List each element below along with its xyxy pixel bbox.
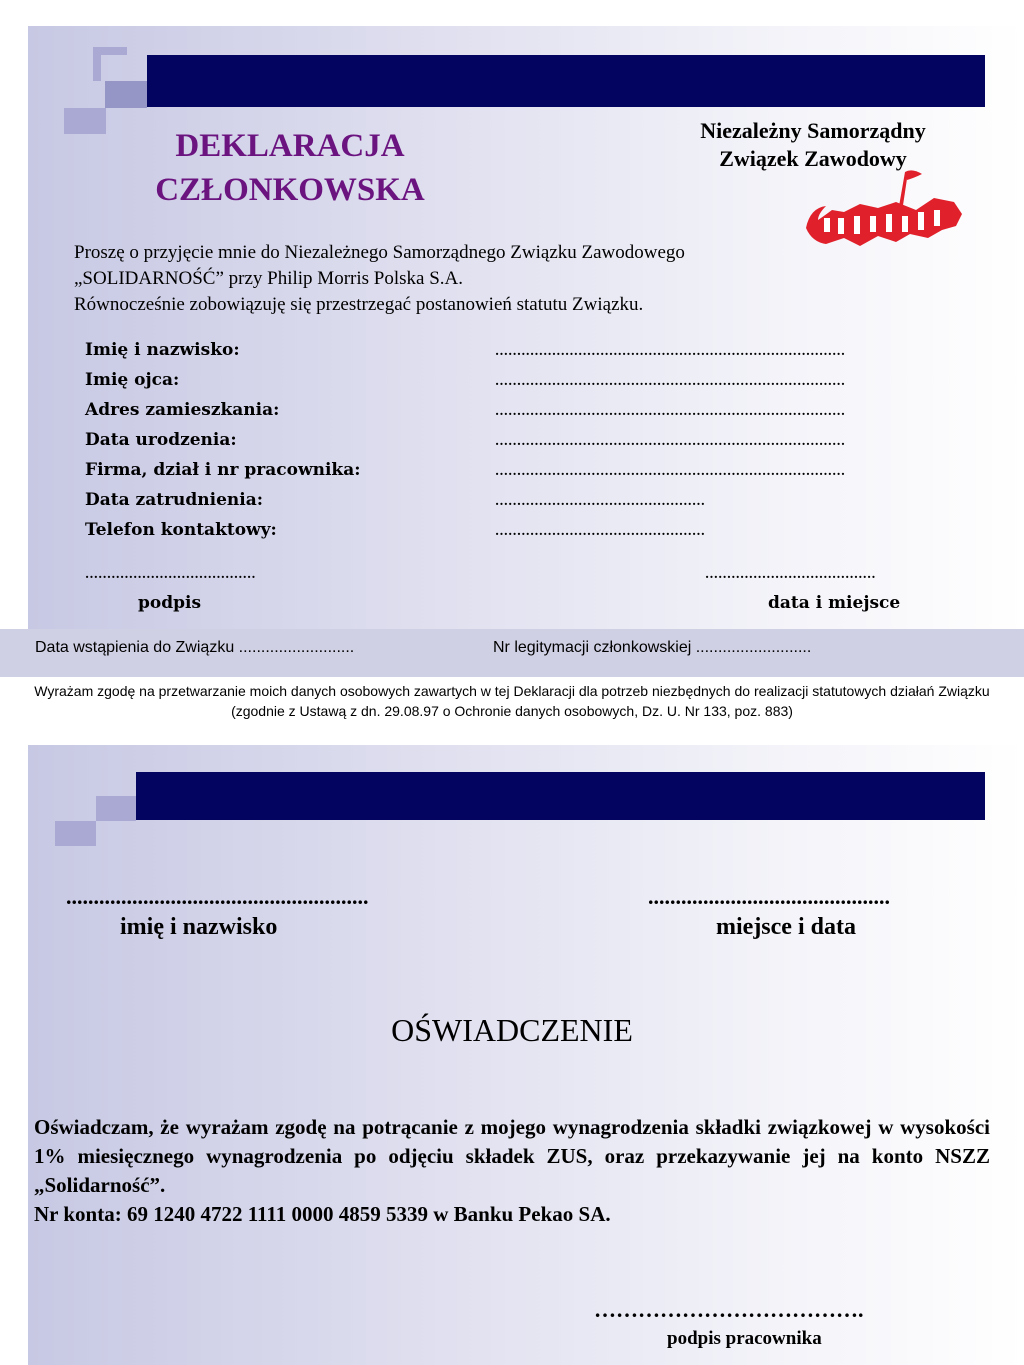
decor-square bbox=[105, 81, 147, 108]
join-date-field: Data wstąpienia do Związku .......................... bbox=[35, 639, 355, 656]
form-title bbox=[120, 124, 460, 212]
date-place-label: data i miejsce bbox=[768, 593, 901, 613]
field-blank-phone[interactable]: ................................................ bbox=[495, 524, 706, 538]
data-consent-text: Wyrażam zgodę na przetwarzanie moich danych osobowych zawartych w tej Deklaracji dla potrzeb niezbędnych do realizacji statutowych działań Związku (zgodnie z Ustawą z dn. 29.08.97 o Ochronie danych osobowych, Dz. U. Nr 133, poz. 883) bbox=[34, 683, 990, 719]
field-label-phone: Telefon kontaktowy: bbox=[85, 520, 277, 540]
place-date-blank[interactable]: ............................................ bbox=[648, 884, 890, 909]
field-blank-birth-date[interactable]: ................................................................................ bbox=[495, 434, 846, 448]
statement-heading: OŚWIADCZENIE bbox=[391, 1012, 633, 1048]
field-blank-employment-date[interactable]: ................................................ bbox=[495, 494, 706, 508]
intro-line3: Równocześnie zobowiązuję się przestrzegać postanowień statutu Związku. bbox=[74, 294, 644, 315]
membership-card-field: Nr legitymacji członkowskiej .......................... bbox=[493, 639, 812, 656]
field-label-address: Adres zamieszkania: bbox=[85, 400, 280, 420]
field-blank-address[interactable]: ................................................................................ bbox=[495, 404, 846, 418]
intro-line2: „SOLIDARNOŚĆ” przy Philip Morris Polska S.A. bbox=[74, 268, 463, 289]
signature-label: podpis bbox=[138, 593, 202, 613]
employee-signature-blank[interactable]: ………………………………. bbox=[594, 1297, 864, 1322]
header-bar bbox=[136, 772, 985, 820]
org-name bbox=[660, 117, 966, 173]
intro-line1: Proszę o przyjęcie mnie do Niezależnego Samorządnego Związku Zawodowego bbox=[74, 242, 685, 263]
decor-square bbox=[96, 796, 136, 821]
bank-account: Nr konta: 69 1240 4722 1111 0000 4859 5339 w Banku Pekao SA. bbox=[34, 1202, 611, 1226]
place-date-label: miejsce i data bbox=[716, 914, 856, 940]
decor-square bbox=[64, 108, 106, 134]
field-label-birth-date: Data urodzenia: bbox=[85, 430, 237, 450]
org-name-line2: Związek Zawodowy bbox=[719, 146, 907, 171]
form-title-line2: CZŁONKOWSKA bbox=[155, 172, 425, 208]
header-bar bbox=[147, 55, 985, 107]
statement-text: Oświadczam, że wyrażam zgodę na potrącanie z mojego wynagrodzenia składki związkowej w wysokości 1% miesięcznego wynagrodzenia po odjęciu składek ZUS, oraz przekazywanie jej na konto NSZZ „Solidarność”. bbox=[34, 1115, 990, 1197]
field-blank-company[interactable]: ................................................................................ bbox=[495, 464, 846, 478]
name-label: imię i nazwisko bbox=[120, 914, 278, 940]
signature-blank[interactable]: ....................................... bbox=[85, 567, 256, 581]
org-name-line1: Niezależny Samorządny bbox=[700, 118, 926, 143]
name-blank[interactable]: ....................................................... bbox=[66, 884, 369, 909]
form-title-line1: DEKLARACJA bbox=[175, 128, 405, 164]
field-label-employment-date: Data zatrudnienia: bbox=[85, 490, 264, 510]
field-label-father-name: Imię ojca: bbox=[85, 370, 180, 390]
date-place-blank[interactable]: ....................................... bbox=[705, 567, 876, 581]
decor-square bbox=[55, 821, 96, 846]
decor-square bbox=[93, 47, 101, 81]
field-label-name: Imię i nazwisko: bbox=[85, 340, 240, 360]
employee-signature-label: podpis pracownika bbox=[667, 1328, 822, 1349]
statement-panel bbox=[28, 745, 1024, 1365]
field-label-company: Firma, dział i nr pracownika: bbox=[85, 460, 361, 480]
solidarnosc-logo bbox=[804, 168, 964, 250]
statement-body bbox=[34, 1113, 990, 1229]
field-blank-name[interactable]: ................................................................................ bbox=[495, 344, 846, 358]
intro-text bbox=[74, 240, 685, 318]
field-blank-father-name[interactable]: ................................................................................ bbox=[495, 374, 846, 388]
